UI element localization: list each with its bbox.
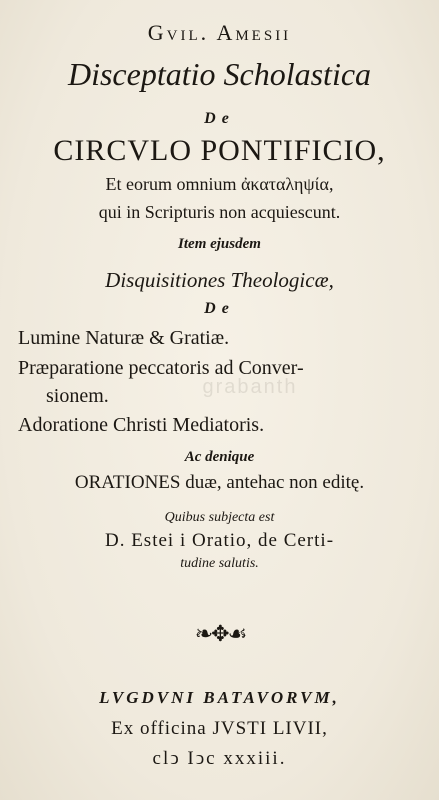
- de-line-2: De: [204, 300, 235, 317]
- estei-line-2: tudine salutis.: [180, 556, 259, 571]
- imprint-year: clↄ Iↄc xxxiii.: [152, 748, 287, 769]
- printers-ornament: ❧✥☙: [194, 621, 246, 646]
- topic-praeparatione-1: Præparatione peccatoris ad Conver-: [18, 357, 304, 379]
- topic-praeparatione-2: sionem.: [46, 385, 109, 407]
- subtitle-circulo: CIRCVLO PONTIFICIO,: [53, 134, 386, 167]
- ac-denique: Ac denique: [184, 449, 255, 465]
- orationes-line: ORATIONES duæ, antehac non editę.: [74, 472, 365, 493]
- estei-line-1: D. Estei i Oratio, de Certi-: [104, 530, 335, 551]
- disquisitiones-title: Disquisitiones Theologicæ,: [105, 268, 334, 292]
- line-greek: Et eorum omnium ἀκαταληψία,: [105, 174, 334, 194]
- line-qui: qui in Scripturis non acquiescunt.: [98, 202, 341, 222]
- main-title: Disceptatio Scholastica: [67, 56, 372, 92]
- watermark: grabanth: [202, 376, 298, 398]
- topic-adoratione: Adoratione Christi Mediatoris.: [18, 414, 265, 436]
- de-line-1: De: [204, 110, 235, 127]
- topic-lumine: Lumine Naturæ & Gratiæ.: [18, 327, 230, 349]
- item-ejusdem: Item ejusdem: [178, 236, 261, 252]
- imprint-printer: Ex officina JVSTI LIVII,: [111, 718, 328, 739]
- author-name: Gvil. Amesii: [147, 20, 292, 45]
- imprint-place: LVGDVNI BATAVORVM,: [99, 688, 340, 707]
- quibus-line: Quibus subjecta est: [164, 510, 275, 525]
